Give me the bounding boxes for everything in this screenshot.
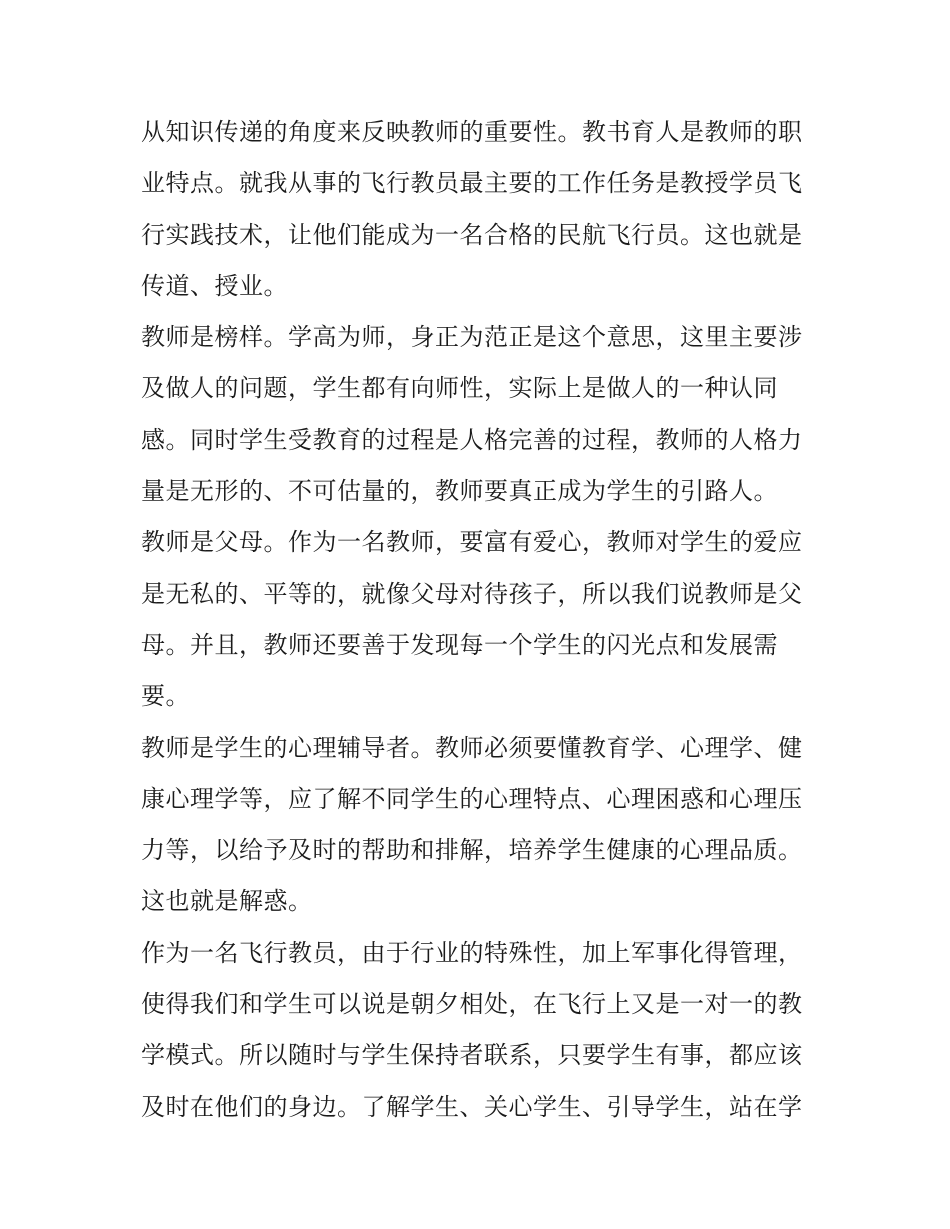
text-line: 是无私的、平等的，就像父母对待孩子，所以我们说教师是父 [141,579,803,608]
text-line: 教师是父母。作为一名教师，要富有爱心，教师对学生的爱应 [141,528,803,557]
text-line: 行实践技术，让他们能成为一名合格的民航飞行员。这也就是 [141,220,803,249]
text-line: 康心理学等，应了解不同学生的心理特点、心理困惑和心理压 [141,784,803,813]
text-line: 作为一名飞行教员，由于行业的特殊性，加上军事化得管理， [141,938,803,967]
text-line: 力等，以给予及时的帮助和排解，培养学生健康的心理品质。 [141,836,803,865]
text-line: 量是无形的、不可估量的，教师要真正成为学生的引路人。 [141,477,778,506]
text-line: 要。 [141,682,190,711]
text-line: 使得我们和学生可以说是朝夕相处，在飞行上又是一对一的教 [141,990,803,1019]
text-line: 学模式。所以随时与学生保持者联系，只要学生有事，都应该 [141,1041,803,1070]
text-line: 感。同时学生受教育的过程是人格完善的过程，教师的人格力 [141,425,803,454]
text-line: 传道、授业。 [141,271,288,300]
text-line: 教师是榜样。学高为师，身正为范正是这个意思，这里主要涉 [141,323,803,352]
text-line: 业特点。就我从事的飞行教员最主要的工作任务是教授学员飞 [141,169,803,198]
body-text [141,107,813,1133]
text-line: 及时在他们的身边。了解学生、关心学生、引导学生，站在学 [141,1092,803,1121]
text-line: 从知识传递的角度来反映教师的重要性。教书育人是教师的职 [141,118,803,146]
text-line: 教师是学生的心理辅导者。教师必须要懂教育学、心理学、健 [141,733,803,762]
text-line: 这也就是解惑。 [141,887,313,916]
text-line: 及做人的问题，学生都有向师性，实际上是做人的一种认同 [141,374,778,403]
text-line: 母。并且，教师还要善于发现每一个学生的闪光点和发展需 [141,630,778,659]
